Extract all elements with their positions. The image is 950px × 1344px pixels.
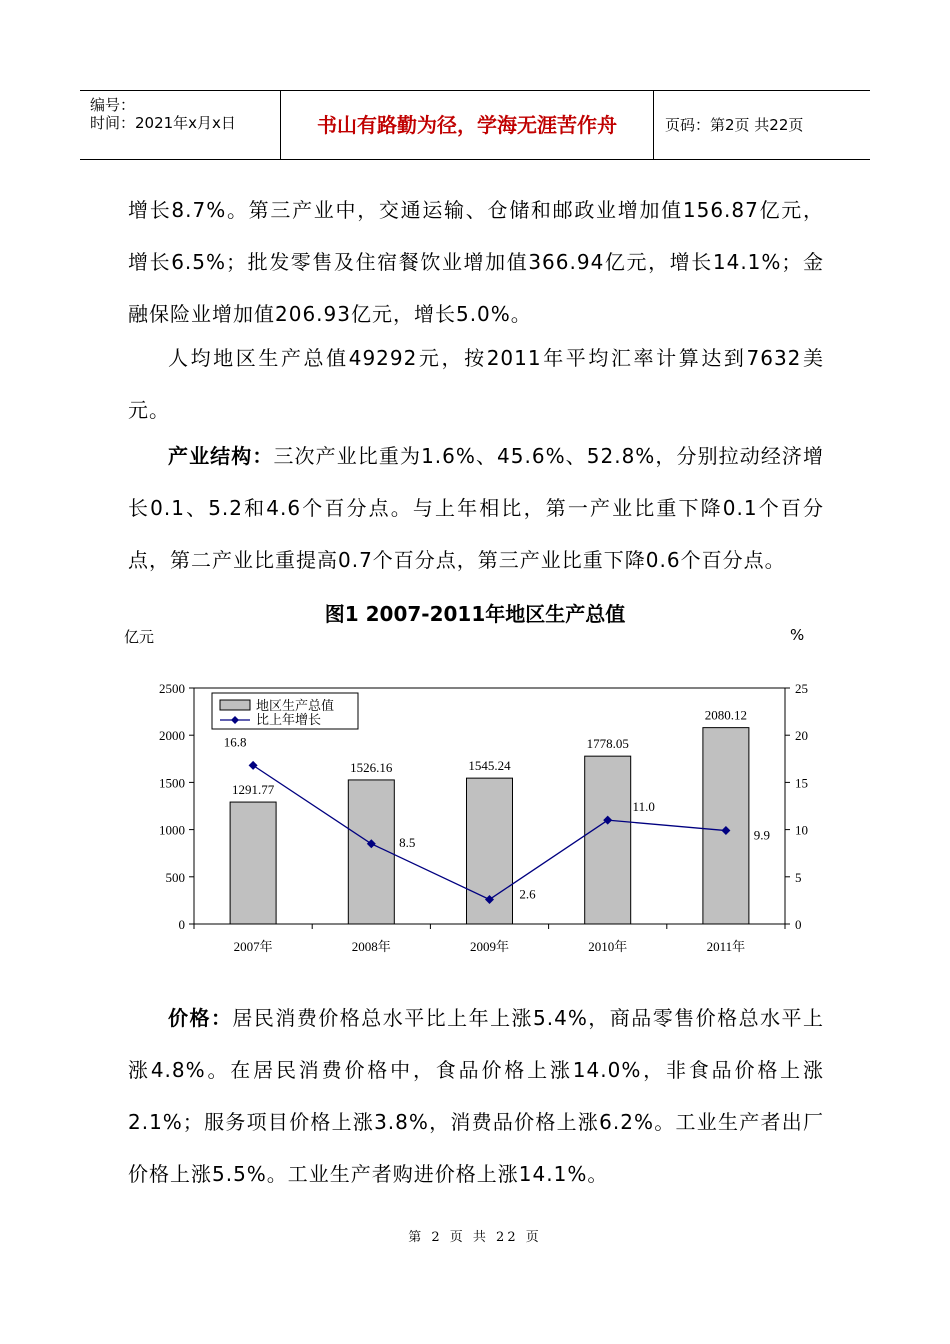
- gdp-bar-label: 1778.05: [586, 736, 629, 752]
- growth-label: 9.9: [753, 827, 771, 843]
- growth-label: 16.8: [223, 734, 247, 750]
- right-axis-tick-label: 5: [795, 869, 802, 885]
- header-page-info: 页码：第2页 共22页: [665, 116, 804, 134]
- growth-label: 2.6: [519, 886, 536, 902]
- paragraph-tertiary-industry: 增长8.7%。第三产业中，交通运输、仓储和邮政业增加值156.87亿元，增长6.5%；批发零售及住宿餐饮业增加值366.94亿元，增长14.1%；金融保险业增加值206.93亿元，增长5.0%。: [128, 198, 824, 326]
- gdp-bar: [585, 756, 631, 924]
- growth-marker: [249, 761, 258, 770]
- growth-label: 8.5: [399, 834, 416, 850]
- left-axis-tick-label: 2000: [159, 728, 185, 744]
- chart-right-unit: %: [790, 626, 805, 644]
- left-axis-tick-label: 0: [178, 917, 185, 932]
- right-axis-tick-label: 0: [795, 917, 802, 932]
- paragraph-per-capita-gdp: 人均地区生产总值49292元，按2011年平均汇率计算达到7632美元。: [128, 346, 824, 422]
- x-axis-tick-label: 2009年: [469, 939, 510, 954]
- page-footer: 第 2 页 共 22 页: [408, 1230, 542, 1245]
- gdp-bar: [703, 728, 749, 924]
- chart-left-unit: 亿元: [124, 628, 155, 646]
- legend-line-label: 比上年增长: [256, 713, 322, 728]
- gdp-bar-label: 1291.77: [231, 782, 275, 798]
- right-axis-tick-label: 20: [795, 728, 808, 744]
- right-axis-tick-label: 25: [795, 681, 808, 696]
- gdp-bar-label: 2080.12: [704, 707, 748, 723]
- right-axis-tick-label: 10: [795, 822, 808, 838]
- right-axis-tick-label: 15: [795, 775, 808, 791]
- prices-text: 居民消费价格总水平比上年上涨5.4%，商品零售价格总水平上涨4.8%。在居民消费价格中，食品价格上涨14.0%，非食品价格上涨2.1%；服务项目价格上涨3.8%，消费品价格上涨6.2%。工业生产者出厂价格上涨5.5%。工业生产者购进价格上涨14.1%。: [128, 1006, 825, 1186]
- industry-structure-text: 三次产业比重为1.6%、45.6%、52.8%，分别拉动经济增长0.1、5.2和4.6个百分点。与上年相比，第一产业比重下降0.1个百分点，第二产业比重提高0.7个百分点，第三产业比重下降0.6个百分点。: [128, 444, 825, 572]
- industry-structure-heading: 产业结构：: [168, 444, 274, 468]
- gdp-bar-label: 1545.24: [468, 758, 511, 774]
- x-axis-tick-label: 2008年: [351, 939, 391, 954]
- growth-label: 11.0: [632, 799, 655, 815]
- legend-bar-swatch: [220, 700, 250, 710]
- chart-title: 图1 2007-2011年地区生产总值: [324, 602, 626, 626]
- gdp-bar-label: 1526.16: [350, 759, 393, 775]
- prices-heading: 价格：: [168, 1006, 233, 1030]
- paragraph-prices: [128, 992, 824, 1200]
- header-motto: 书山有路勤为径，学海无涯苦作舟: [281, 91, 654, 159]
- number-label: 编号：: [90, 96, 136, 114]
- legend-bar-label: 地区生产总值: [256, 699, 335, 714]
- left-axis-tick-label: 1500: [159, 775, 185, 791]
- x-axis-tick-label: 2007年: [233, 939, 273, 954]
- x-axis-tick-label: 2011年: [706, 939, 746, 954]
- left-axis-tick-label: 2500: [159, 681, 185, 696]
- time-label: 时间：2021年x月x日: [90, 114, 236, 132]
- gdp-bar: [230, 802, 276, 924]
- x-axis-tick-label: 2010年: [588, 939, 628, 954]
- left-axis-tick-label: 1000: [159, 822, 185, 838]
- left-axis-tick-label: 500: [165, 869, 185, 885]
